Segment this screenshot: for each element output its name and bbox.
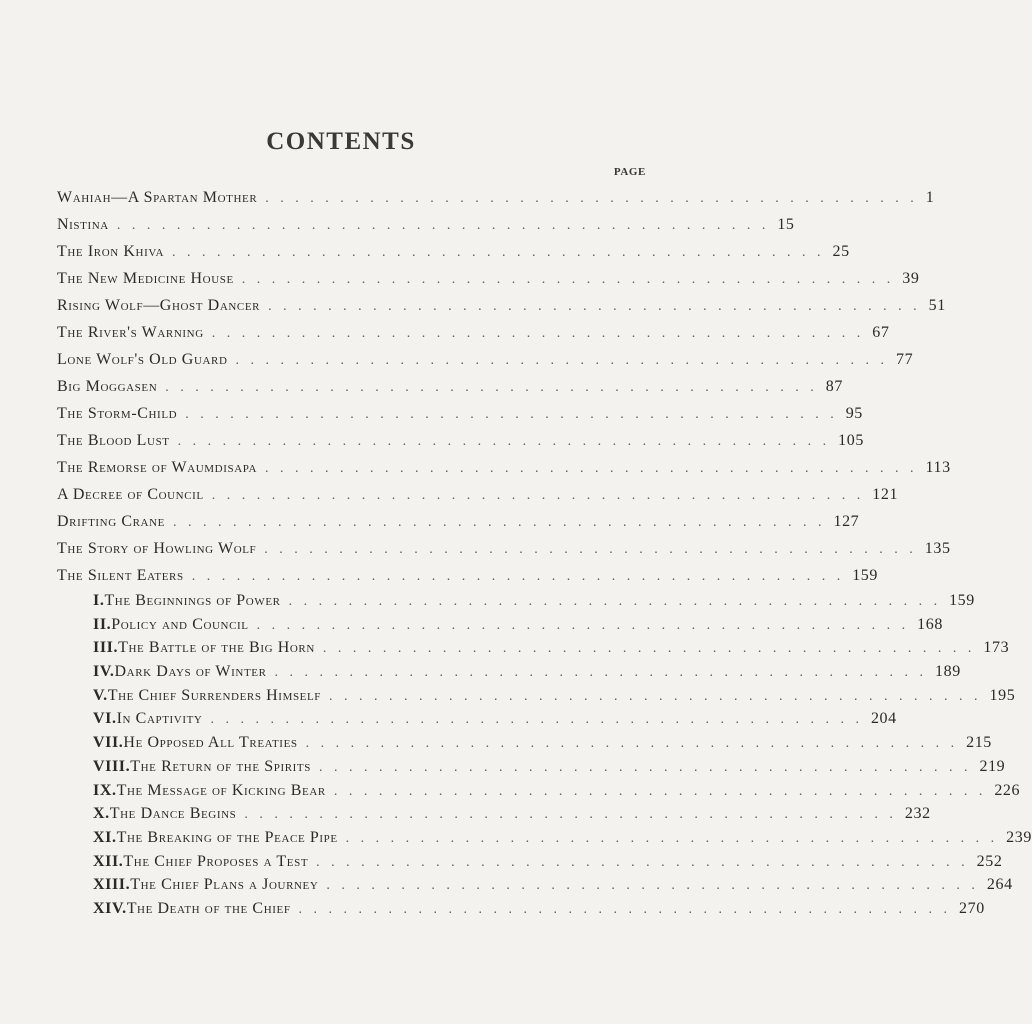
roman-numeral: VIII.: [93, 757, 131, 775]
dot-leader: . . . . . . . . . . . . . . . . . . . . . . . . . . . . . . . . . . . . . . . . . . . .: [333, 783, 987, 799]
toc-entry: [57, 400, 863, 427]
roman-numeral: IX.: [93, 781, 117, 799]
page-number: 105: [838, 432, 864, 449]
page-number: 159: [852, 567, 879, 584]
page-number: 219: [979, 757, 1006, 775]
dot-leader: . . . . . . . . . . . . . . . . . . . . . . . . . . . . . . . . . . . . . . . . . . . .: [172, 515, 826, 530]
toc-subentry: [57, 826, 1032, 850]
toc-subentry: [57, 731, 992, 755]
roman-numeral: XIII.: [93, 876, 131, 894]
page-number: 270: [959, 899, 985, 917]
dot-leader: . . . . . . . . . . . . . . . . . . . . . . . . . . . . . . . . . . . . . . . . . . . .: [288, 594, 942, 609]
chapter-title: The Iron Khiva: [57, 243, 165, 260]
dot-leader: . . . . . . . . . . . . . . . . . . . . . . . . . . . . . . . . . . . . . . . . . . . .: [316, 854, 969, 870]
page-number: 67: [872, 324, 890, 341]
roman-numeral: XI.: [93, 828, 117, 846]
toc-subentry: [57, 684, 1016, 708]
subchapter-title: Dark Days of Winter: [114, 663, 267, 681]
chapter-title: A Decree of Council: [57, 486, 204, 503]
dot-leader: . . . . . . . . . . . . . . . . . . . . . . . . . . . . . . . . . . . . . . . . . . . .: [191, 569, 845, 584]
page-number: 87: [825, 378, 843, 395]
dot-leader: . . . . . . . . . . . . . . . . . . . . . . . . . . . . . . . . . . . . . . . . . . . .: [177, 434, 831, 449]
page-number: 39: [902, 270, 920, 287]
chapter-title: The Blood Lust: [57, 432, 170, 449]
page-number: 51: [928, 297, 946, 314]
toc-entry: [57, 292, 946, 319]
toc-entry: [57, 346, 914, 373]
dot-leader: . . . . . . . . . . . . . . . . . . . . . . . . . . . . . . . . . . . . . . . . . . . .: [244, 807, 897, 823]
roman-numeral: VI.: [93, 710, 117, 728]
dot-leader: . . . . . . . . . . . . . . . . . . . . . . . . . . . . . . . . . . . . . . . . . . . .: [268, 299, 921, 314]
roman-numeral: II.: [93, 615, 112, 633]
page-number: 173: [983, 639, 1010, 657]
subchapter-title: The Death of the Chief: [126, 899, 291, 917]
roman-numeral: XIV.: [93, 899, 127, 917]
toc-entry: [57, 427, 864, 454]
toc-entry: [57, 373, 843, 400]
dot-leader: . . . . . . . . . . . . . . . . . . . . . . . . . . . . . . . . . . . . . . . . . . . .: [235, 353, 889, 368]
subchapter-list: [57, 589, 1032, 921]
page-number: 215: [966, 734, 992, 752]
subchapter-title: He Opposed All Treaties: [123, 734, 298, 752]
chapter-title: The New Medicine House: [57, 270, 234, 287]
page-number: 25: [832, 243, 850, 260]
dot-leader: . . . . . . . . . . . . . . . . . . . . . . . . . . . . . . . . . . . . . . . . . . . .: [298, 901, 952, 917]
chapter-title: The River's Warning: [57, 324, 204, 341]
dot-leader: . . . . . . . . . . . . . . . . . . . . . . . . . . . . . . . . . . . . . . . . . . . .: [165, 380, 818, 395]
toc-subentry: [57, 779, 1021, 803]
dot-leader: . . . . . . . . . . . . . . . . . . . . . . . . . . . . . . . . . . . . . . . . . . . .: [172, 245, 825, 260]
roman-numeral: VII.: [93, 734, 124, 752]
chapter-title: Drifting Crane: [57, 513, 165, 530]
toc-entry: [57, 562, 879, 589]
page-number: 252: [976, 852, 1003, 870]
roman-numeral: XII.: [93, 852, 124, 870]
roman-numeral: III.: [93, 639, 119, 657]
dot-leader: . . . . . . . . . . . . . . . . . . . . . . . . . . . . . . . . . . . . . . . . . . . .: [265, 191, 918, 206]
page-number: 77: [896, 351, 914, 368]
toc-subentry: [57, 802, 931, 826]
subchapter-title: The Chief Proposes a Test: [123, 852, 309, 870]
toc-subentry: [57, 589, 975, 613]
page-number: 195: [989, 686, 1016, 704]
dot-leader: . . . . . . . . . . . . . . . . . . . . . . . . . . . . . . . . . . . . . . . . . . . .: [274, 665, 928, 681]
toc-subentry: [57, 636, 1010, 660]
toc-entry: [57, 454, 951, 481]
page-number: 204: [870, 710, 897, 728]
chapter-title: The Story of Howling Wolf: [57, 540, 257, 557]
page-number: 127: [833, 513, 860, 530]
dot-leader: . . . . . . . . . . . . . . . . . . . . . . . . . . . . . . . . . . . . . . . . . . . .: [264, 542, 917, 557]
page-number: 113: [925, 459, 951, 476]
dot-leader: . . . . . . . . . . . . . . . . . . . . . . . . . . . . . . . . . . . . . . . . . . . .: [256, 617, 910, 633]
dot-leader: . . . . . . . . . . . . . . . . . . . . . . . . . . . . . . . . . . . . . . . . . . . .: [305, 736, 959, 752]
dot-leader: . . . . . . . . . . . . . . . . . . . . . . . . . . . . . . . . . . . . . . . . . . . .: [345, 830, 999, 846]
toc-subentry: [57, 660, 961, 684]
chapter-title: Wahiah—A Spartan Mother: [57, 189, 258, 206]
chapter-title: The Storm-Child: [57, 405, 178, 422]
dot-leader: . . . . . . . . . . . . . . . . . . . . . . . . . . . . . . . . . . . . . . . . . . . .: [210, 712, 863, 728]
toc-entry: [57, 211, 795, 238]
page-number: 232: [904, 805, 931, 823]
chapter-title: The Silent Eaters: [57, 567, 184, 584]
toc-entry: [57, 265, 920, 292]
dot-leader: . . . . . . . . . . . . . . . . . . . . . . . . . . . . . . . . . . . . . . . . . . . .: [322, 641, 976, 657]
dot-leader: . . . . . . . . . . . . . . . . . . . . . . . . . . . . . . . . . . . . . . . . . . . .: [329, 688, 982, 704]
subchapter-title: The Beginnings of Power: [104, 592, 281, 609]
roman-numeral: I.: [93, 592, 105, 609]
toc-entry: [57, 184, 935, 211]
dot-leader: . . . . . . . . . . . . . . . . . . . . . . . . . . . . . . . . . . . . . . . . . . . .: [211, 488, 865, 503]
page-number: 189: [935, 663, 961, 681]
dot-leader: . . . . . . . . . . . . . . . . . . . . . . . . . . . . . . . . . . . . . . . . . . . .: [318, 759, 972, 775]
page-number: 264: [986, 876, 1013, 894]
page-number: 239: [1006, 828, 1032, 846]
page-number: 15: [777, 216, 795, 233]
page-column-label: PAGE: [613, 166, 646, 178]
subchapter-title: The Return of the Spirits: [130, 757, 311, 775]
subchapter-title: The Breaking of the Peace Pipe: [116, 828, 338, 846]
toc-subentry: [57, 707, 897, 731]
dot-leader: . . . . . . . . . . . . . . . . . . . . . . . . . . . . . . . . . . . . . . . . . . . .: [211, 326, 865, 341]
page-title: CONTENTS: [266, 128, 416, 155]
subchapter-title: The Chief Plans a Journey: [130, 876, 319, 894]
toc-subentry: [57, 873, 1013, 897]
page-number: 95: [845, 405, 863, 422]
page-number: 135: [924, 540, 951, 557]
page-number: 1: [925, 189, 935, 206]
chapter-title: Lone Wolf's Old Guard: [57, 351, 228, 368]
roman-numeral: X.: [93, 805, 110, 823]
chapter-title: The Remorse of Waumdisapa: [57, 459, 257, 476]
subchapter-title: The Battle of the Big Horn: [118, 639, 315, 657]
toc-entry: [57, 238, 850, 265]
toc-subentry: [57, 755, 1006, 779]
dot-leader: . . . . . . . . . . . . . . . . . . . . . . . . . . . . . . . . . . . . . . . . . . . .: [265, 461, 918, 476]
roman-numeral: IV.: [93, 663, 115, 681]
subchapter-title: Policy and Council: [111, 615, 249, 633]
chapter-list: [57, 184, 951, 589]
subchapter-title: The Message of Kicking Bear: [116, 781, 326, 799]
page-number: 168: [917, 615, 943, 633]
toc-entry: [57, 508, 860, 535]
table-of-contents: [57, 184, 1032, 921]
toc-subentry: [57, 850, 1003, 874]
dot-leader: . . . . . . . . . . . . . . . . . . . . . . . . . . . . . . . . . . . . . . . . . . . .: [116, 218, 770, 233]
chapter-title: Nistina: [57, 216, 109, 233]
page-number: 121: [872, 486, 899, 503]
subchapter-title: The Chief Surrenders Himself: [107, 686, 322, 704]
toc-entry: [57, 319, 890, 346]
toc-entry: [57, 535, 951, 562]
roman-numeral: V.: [93, 686, 108, 704]
chapter-title: Rising Wolf—Ghost Dancer: [57, 297, 261, 314]
dot-leader: . . . . . . . . . . . . . . . . . . . . . . . . . . . . . . . . . . . . . . . . . . . .: [241, 272, 895, 287]
toc-subentry: [57, 613, 943, 637]
toc-subentry: [57, 897, 985, 921]
dot-leader: . . . . . . . . . . . . . . . . . . . . . . . . . . . . . . . . . . . . . . . . . . . .: [326, 878, 979, 894]
dot-leader: . . . . . . . . . . . . . . . . . . . . . . . . . . . . . . . . . . . . . . . . . . . .: [185, 407, 838, 422]
subchapter-title: The Dance Begins: [109, 805, 237, 823]
page-number: 159: [949, 592, 975, 609]
page-number: 226: [994, 781, 1021, 799]
toc-entry: [57, 481, 899, 508]
subchapter-title: In Captivity: [116, 710, 203, 728]
chapter-title: Big Moggasen: [57, 378, 158, 395]
